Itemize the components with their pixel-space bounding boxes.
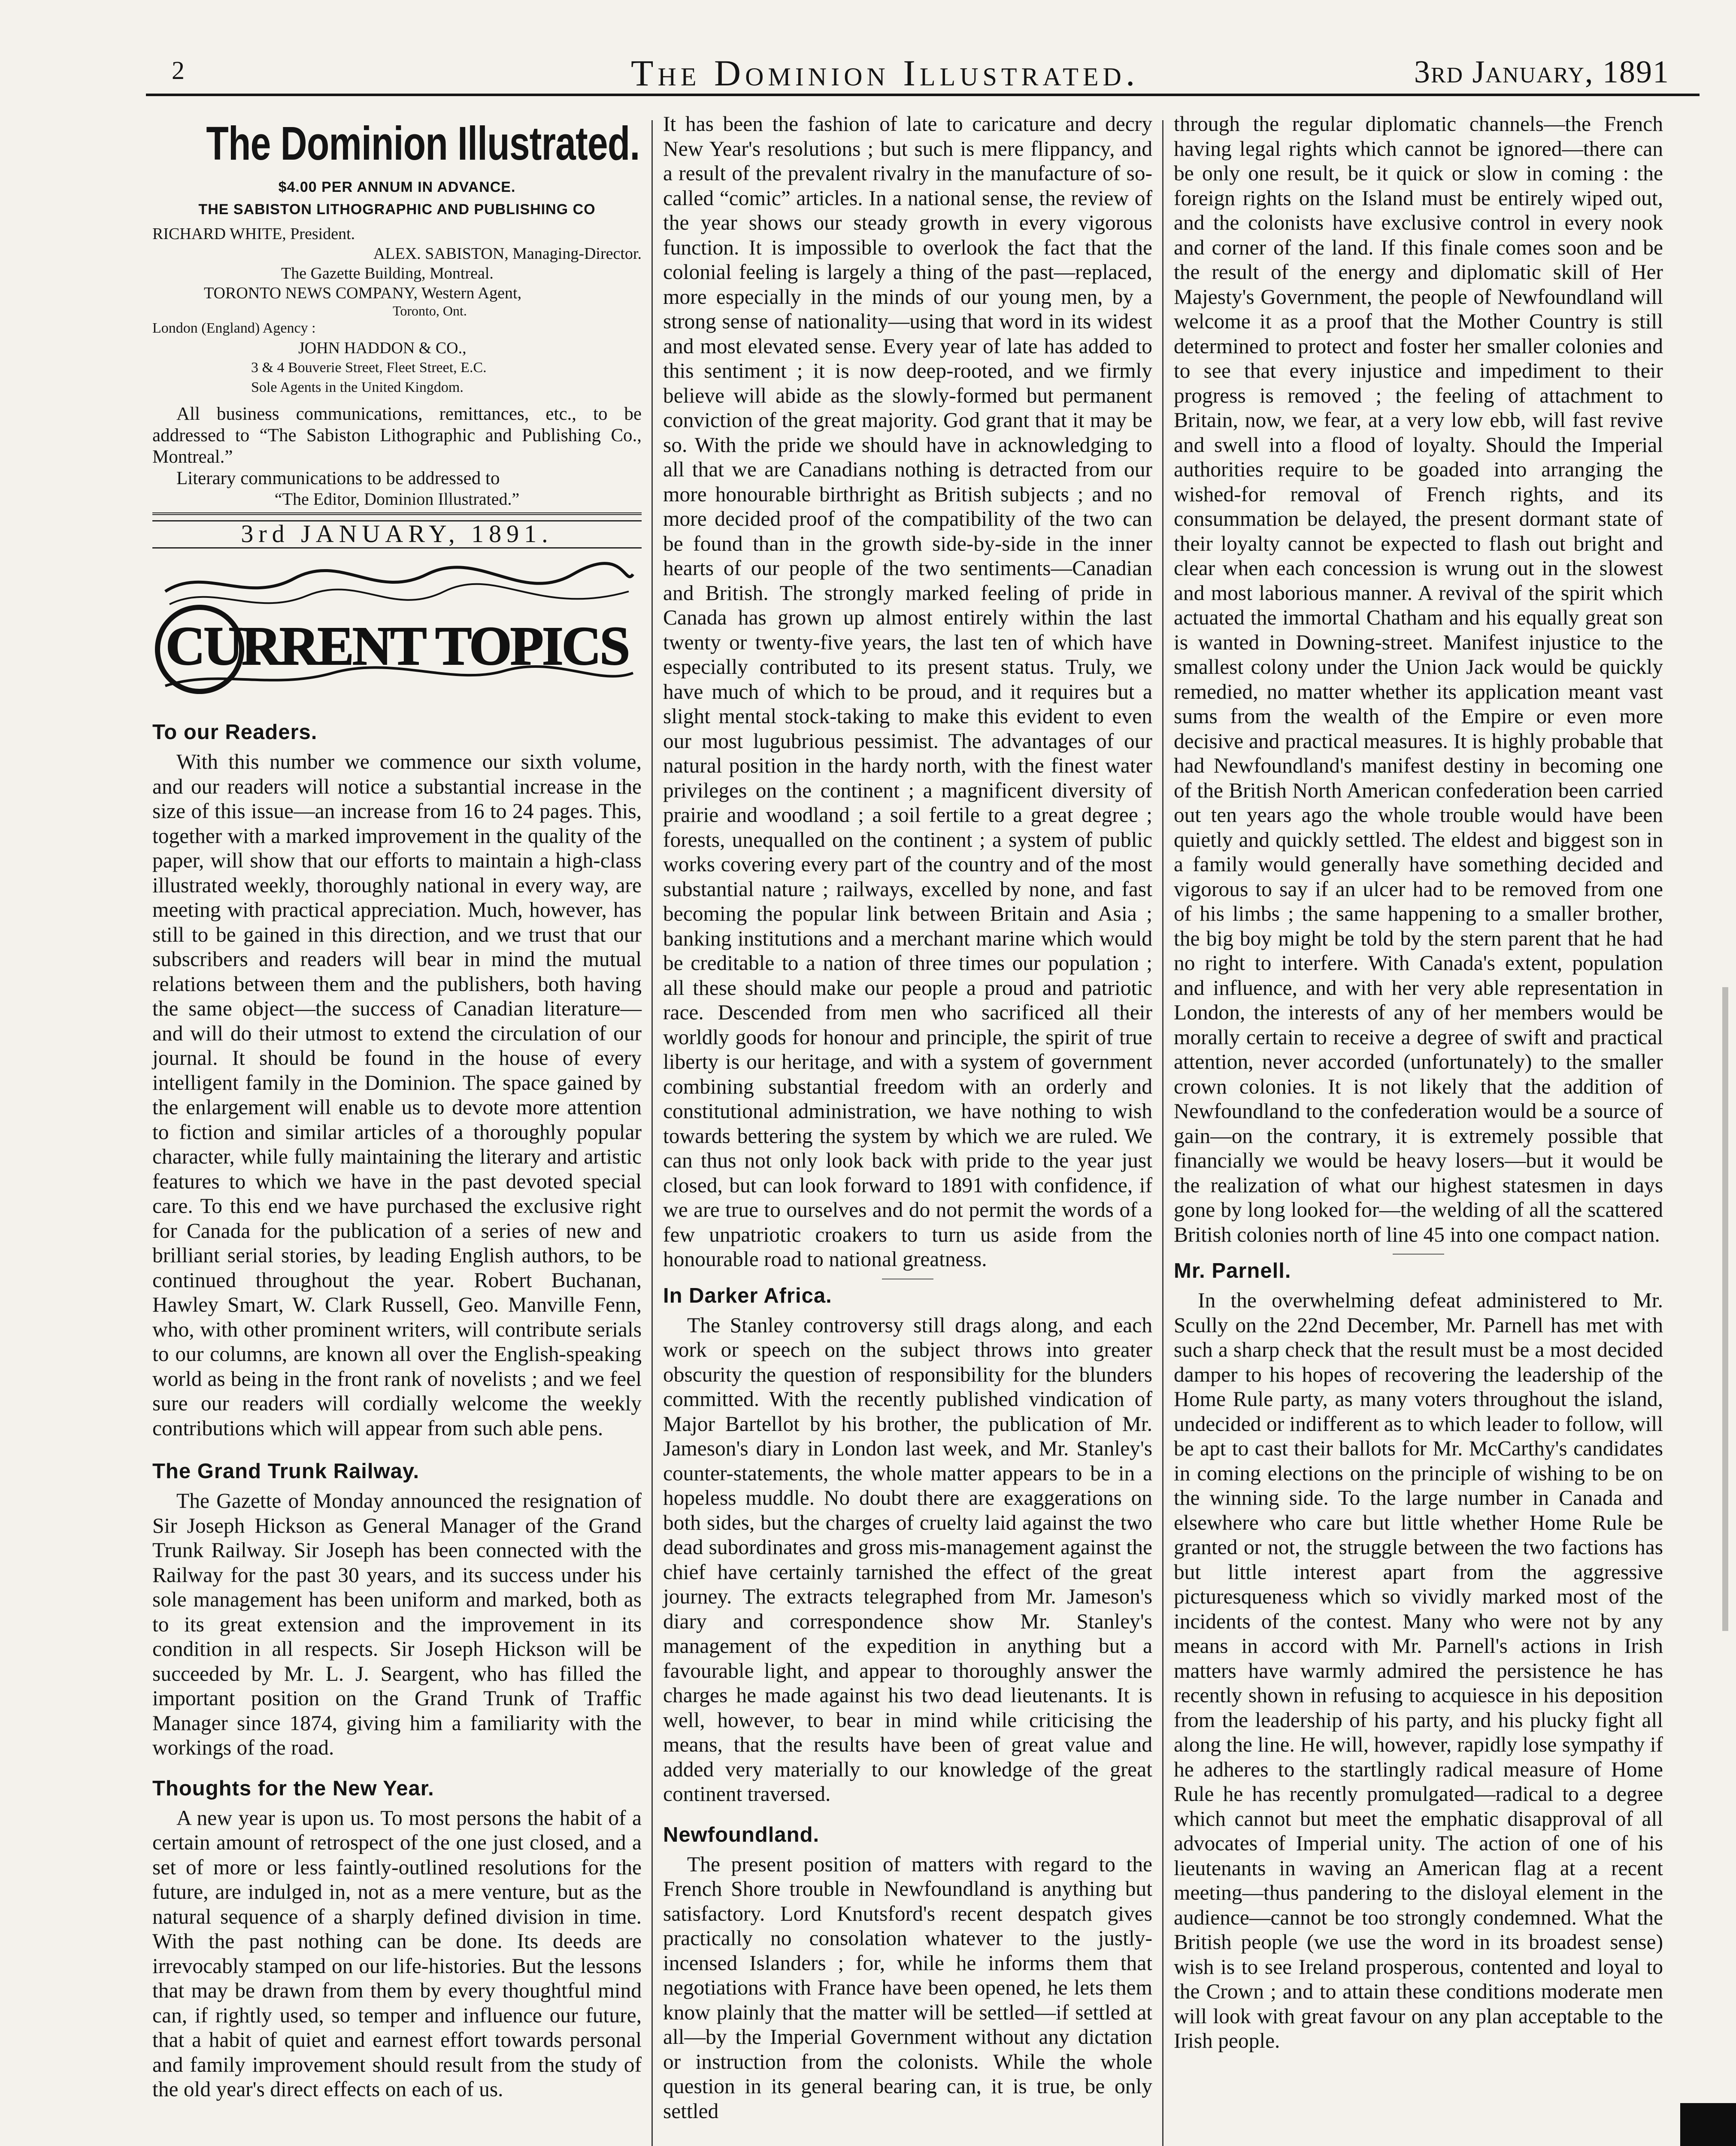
running-head-title: The Dominion Illustrated. [631,52,1139,94]
column-1 [152,103,642,2102]
page-edge-shadow [1722,987,1728,1631]
article-new-year: A new year is upon us. To most persons the habit of a certain amount of retrospect of the one just closed, and a set of more or less faintly-outlined resolutions for the future, are indulged in, not as a mere venture, but as the natural sequence of a sharply defined division in time. With the past nothing can be done. Its deeds are irrevocably stamped on our life-histories. But the lessons that may be drawn from them by every thoughtful mind can, if rightly used, so temper and influence our future, that a habit of quiet and earnest effort towards personal and family improvement should result from the study of the old year's direct effects on each of us. [152,1806,642,2101]
page-number: 2 [172,56,185,85]
column-divider [651,120,653,2146]
article-darker-africa: The Stanley controversy still drags along, and each work or speech on the subject throws into greater obscurity the question of responsibility for the blunders committed. With the recently published vindication of Major Bartellot by his brother, the publication of Mr. Jameson's diary in London last week, and Mr. Stanley's counter-statements, the whole matter appears to be in a hopeless muddle. No doubt there are exaggerations on both sides, but the charges of cruelty laid against the two dead subordinates and gross mis-management against the chief have certainly tarnished the effect of the great journey. The extracts telegraphed from Mr. Jameson's diary and correspondence show Mr. Stanley's management of the expedition in anything but a favourable light, and appear to thoroughly answer the charges he made against his two dead lieutenants. It is well, however, to bear in mind while criticising the means, that the results have been of great value and added very materially to our knowledge of the great continent traversed. [663,1313,1152,1806]
london-agent: JOHN HADDON & CO., [298,339,467,357]
masthead-rule [152,512,642,515]
running-head-date: 3rd January, 1891 [1414,55,1669,90]
publisher-name: THE SABISTON LITHOGRAPHIC AND PUBLISHING CO [198,201,596,218]
london-agency-label: London (England) Agency : [152,320,316,336]
heading-new-year: Thoughts for the New Year. [152,1776,434,1800]
president-line: RICHARD WHITE, President. [152,225,355,243]
running-head [167,52,1669,99]
column-divider [1162,120,1163,2146]
article-mr-parnell: In the overwhelming defeat administered to Mr. Scully on the 22nd December, Mr. Parnell has met with such a sharp check that the result must be a most decided damper to his hopes of recovering the leadership of the Home Rule party, as many voters throughout the island, undecided or indifferent as to which leader to follow, will be apt to cast their ballots for Mr. McCarthy's candidates in coming elections on the principle of wishing to be on the winning side. To the large number in Canada and elsewhere who care but little whether Home Rule be granted or not, the struggle between the two factions has but little interest apart from the aggressive picturesqueness which so vividly marked most of the incidents of the contest. Many who were not by any means in accord with Mr. Parnell's actions in Irish matters have warmly admired the persistence he has recently shown in refusing to acquiesce in his deposition from the leadership of his party, and his plucky fight all along the line. He will, however, rapidly lose sympathy if he adheres to the startlingly radical measure of Home Rule he has recently promulgated—radical to a degree which cannot but meet the emphatic disapproval of all advocates of Imperial unity. The action of one of his lieutenants in waving an American flag at a recent meeting—thus pandering to the disloyal element in the audience—cannot be too strongly condemned. What the British people (we use the word in its broadest sense) wish is to see Ireland prosperous, contented and loyal to the Crown ; and to attain these conditions moderate men will look with great favour on any plan acceptable to the Irish people. [1174,1288,1663,2052]
managing-director-line: ALEX. SABISTON, Managing-Director. [373,245,642,263]
heading-darker-africa: In Darker Africa. [663,1284,832,1307]
business-note: All business communications, remittances, etc., to be addressed to “The Sabiston Lithographic and Publishing Co., Montreal.” [152,404,642,467]
issue-date: 3rd JANUARY, 1891. [152,520,642,549]
article-newfoundland-continued: through the regular diplomatic channels—the French having legal rights which cannot be ignored—there can be only one result, be it quick or slow in coming : the foreign rights on the Island must be entirely wiped out, and the colonists have exclusive control in every nook and corner of the land. If this finale comes soon and be the result of the energy and diplomatic skill of Her Majesty's Government, the people of Newfoundland will welcome it as a proof that the Mother Country is still determined to protect and foster her smaller colonies and to see that every injustice and impediment to their progress is removed ; the feeling of attachment to Britain, now, we fear, at a very low ebb, will fast revive and swell into a flood of loyalty. Should the Imperial authorities require to be goaded into arranging the wished-for removal of French rights, and its consummation be delayed, the present dormant state of their loyalty cannot be expected to flash out bright and clear when each concession is wrung out in the slowest and most laborious manner. A revival of the spirit which actuated the immortal Chatham and his equally great son is wanted in Downing-street. Manifest injustice to the smallest colony under the Union Jack would be quickly remedied, no matter whether its application meant vast sums from the wealth of the Empire or even more decisive and practical measures. It is highly probable that had Newfoundland's manifest destiny in becoming one of the British North American confederation been carried out ten years ago the whole trouble would have been quietly and quickly settled. The eldest and biggest son in a family would generally have something decided and vigorous to say if an ulcer had to be removed from one of his limbs ; the same happening to a smaller brother, the big boy might be told by the stern parent that he had no right to interfere. With Canada's extent, population and influence, and with her very able representation in London, the interests of any of her members would be morally certain to receive a degree of swift and practical attention, never accorded (unfortunately) to the smaller crown colonies. It is not likely that the addition of Newfoundland to the confederation would be a source of gain—on the contrary, it is extremely possible that financially we would be heavy losers—but it would be the realization of what our highest statesmen in days gone by long looked for—the welding of all the scattered British colonies north of line 45 into one compact nation. [1174,112,1663,1246]
subscription-price: $4.00 PER ANNUM IN ADVANCE. [278,179,516,195]
section-divider [1393,1254,1444,1255]
office-address: The Gazette Building, Montreal. [281,264,494,282]
article-newfoundland: The present position of matters with regard to the French Shore trouble in Newfoundland is anything but satisfactory. Lord Knutsford's recent despatch gives practically no consolation whatever to the justly-incensed Islanders ; for, while he informs them that negotiations with France have been opened, he lets them know plainly that the matter will be settled—if settled at all—by the Imperial Government without any dictation or instruction from the colonists. While the whole question in its general bearing can, it is true, be only settled [663,1852,1152,2123]
literary-note: Literary communications to be addressed to [176,468,500,488]
literary-address: “The Editor, Dominion Illustrated.” [274,489,520,509]
western-agent: TORONTO NEWS COMPANY, Western Agent, [204,284,522,302]
heading-grand-trunk: The Grand Trunk Railway. [152,1460,420,1483]
western-agent-city: Toronto, Ont. [393,303,467,318]
heading-mr-parnell: Mr. Parnell. [1174,1259,1291,1282]
london-address: 3 & 4 Bouverie Street, Fleet Street, E.C. [251,360,487,376]
sole-agents: Sole Agents in the United Kingdom. [251,379,464,395]
current-topics-banner [152,557,642,699]
column-3 [1174,112,1663,2053]
column-2 [663,112,1152,2123]
masthead-title: The Dominion Illustrated. [206,117,640,170]
binding-edge [1680,2103,1736,2146]
article-grand-trunk: The Gazette of Monday announced the resignation of Sir Joseph Hickson as General Manager of the Grand Trunk Railway. Sir Joseph has been connected with the Railway for the past 30 years, and its success under his sole management has been uniform and marked, both as to its great extension and the improvement in its condition in all respects. Sir Joseph Hickson will be succeeded by Mr. L. J. Seargent, who has filled the important position on the Grand Trunk of Traffic Manager since 1874, giving him a familiarity with the workings of the road. [152,1489,642,1759]
article-new-year-continued: It has been the fashion of late to caricature and decry New Year's resolutions ; but such is mere flippancy, and a result of the prevalent rivalry in the manufacture of so-called “comic” articles. In a national sense, the review of the year shows our steady growth in every vigorous function. It is impossible to overlook the fact that the colonial feeling is largely a thing of the past—replaced, more especially in the minds of our young men, by a strong sense of nationality—using that word in its widest and most elevated sense. Every year of late has added to this sentiment ; it is now deep-rooted, and we firmly believe will abide as the slowly-formed but permanent conviction of the great majority. God grant that it may be so. With the pride we should have in acknowledging to all that we are Canadians nothing is detracted from our more honourable birthright as British subjects ; and no more decided proof of the compatibility of the two can be found than in the growth side-by-side in the inner hearts of our people of the two sentiments—Canadian and British. The strongly marked feeling of pride in Canada has grown up almost entirely within the last twenty or twenty-five years, the last ten of which have especially contributed to its present status. Truly, we have much of which to be proud, and it requires but a slight mental stock-taking to make this evident to even our most lugubrious pessimist. The advantages of our natural position in the hardy north, with the finest water privileges on the continent ; a magnificent diversity of prairie and woodland ; a soil fertile to a great degree ; forests, unequalled on the continent ; a system of public works covering every part of the country and of the most substantial nature ; railways, excelled by none, and fast becoming the popular link between Britain and Asia ; banking institutions and a merchant marine which would be creditable to a nation of three times our population ; all these should make our people a proud and patriotic race. Descended from men who sacrificed all their worldly goods for honour and principle, the spirit of true liberty is our heritage, and with a system of government combining substantial freedom with an orderly and constitutional administration, we have nothing to wish towards bettering the system by which we are ruled. We can thus not only look back with pride to the year just closed, but can look forward to 1891 with confidence, if we are true to ourselves and do not permit the words of a few unpatriotic croakers to turn us aside from the honourable road to national greatness. [663,112,1152,1271]
banner-text: CURRENT TOPICS [165,615,629,676]
heading-to-our-readers: To our Readers. [152,721,318,744]
header-rule [146,94,1700,96]
heading-newfoundland: Newfoundland. [663,1823,820,1846]
article-to-our-readers: With this number we commence our sixth volume, and our readers will notice a substantial increase in the size of this issue—an increase from 16 to 24 pages. This, together with a marked improvement in the quality of the paper, will show that our efforts to maintain a high-class illustrated weekly, thoroughly national in every way, are meeting with practical appreciation. Much, however, has still to be gained in this direction, and we trust that our subscribers and readers will bear in mind the mutual relations between them and the publishers, both having the same object—the success of Canadian literature—and will do their utmost to extend the circulation of our journal. It should be found in the house of every intelligent family in the Dominion. The space gained by the enlargement will enable us to devote more attention to fiction and similar articles of a thoroughly popular character, while fully maintaining the literary and artistic features to which we have in the past devoted special care. To this end we have purchased the exclusive right for Canada for the publication of a series of new and brilliant serial stories, by leading English authors, to be continued throughout the year. Robert Buchanan, Hawley Smart, W. Clark Russell, Geo. Manville Fenn, who, with other prominent writers, will contribute serials to our columns, are known all over the English-speaking world as being in the front rank of novelists ; and we feel sure our readers will cordially welcome the weekly contributions which will appear from such able pens. [152,750,642,1440]
